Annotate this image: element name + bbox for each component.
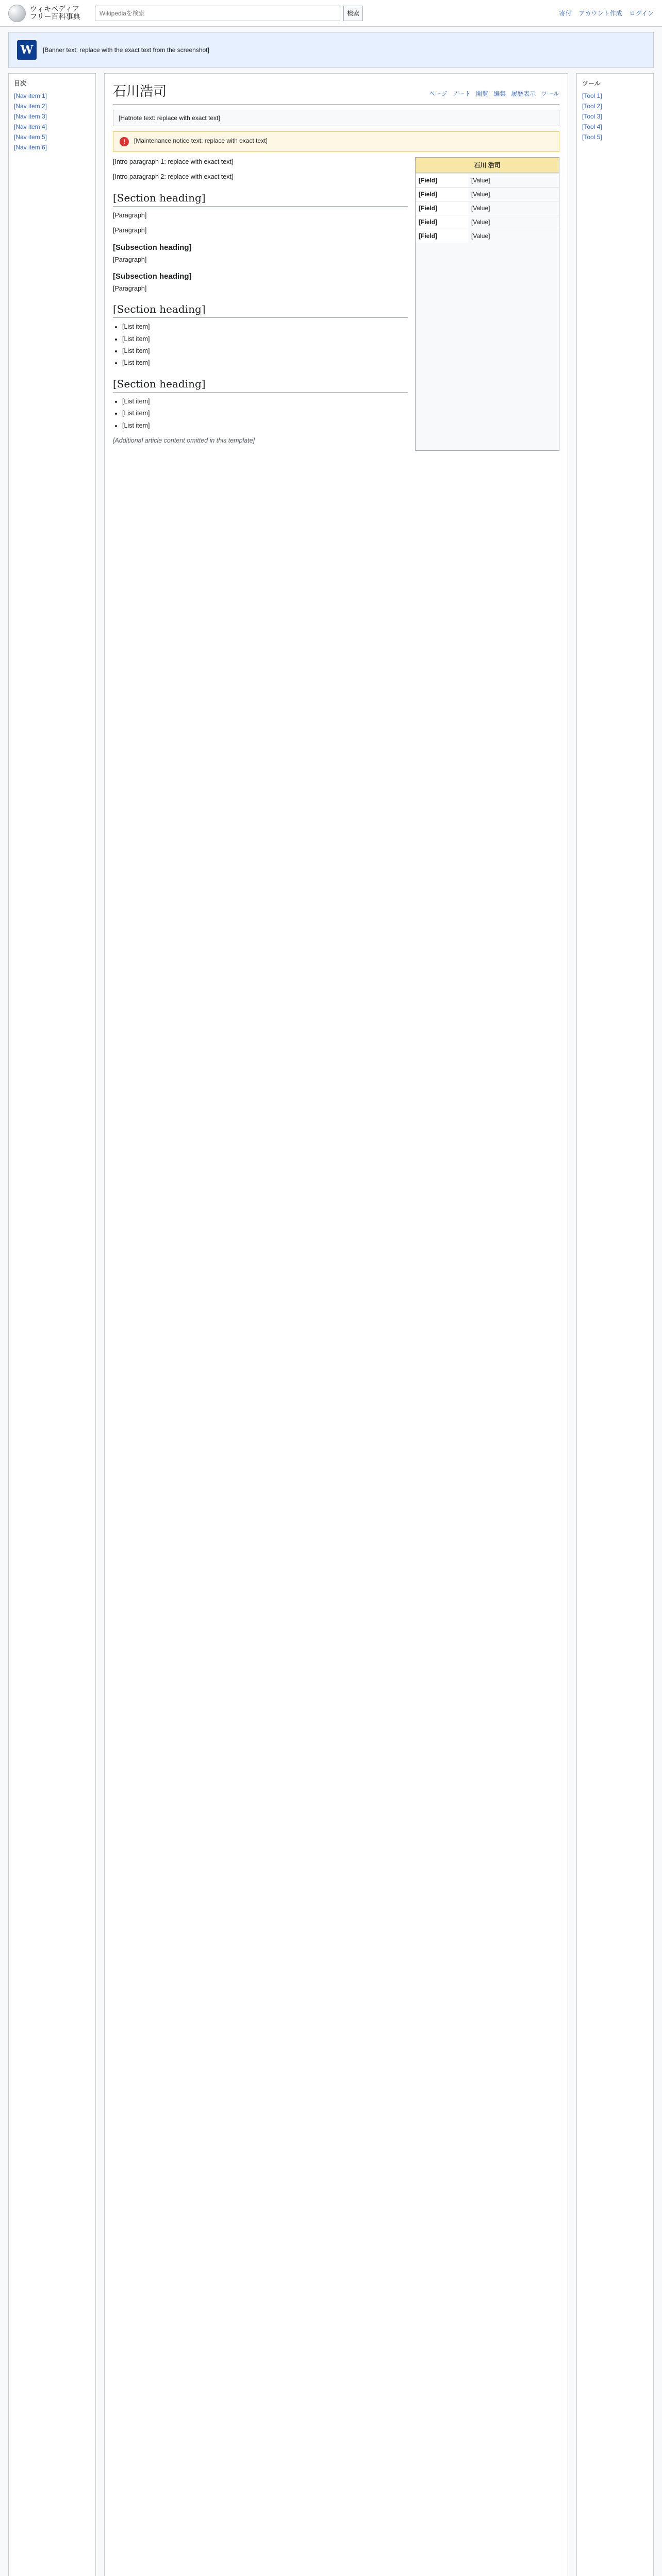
left-nav-heading: 目次 (14, 80, 27, 87)
section-heading: [Section heading] (113, 378, 408, 393)
article (104, 73, 568, 2576)
section-paragraph: [Paragraph] (113, 227, 147, 234)
subsection-heading: [Subsection heading] (113, 243, 192, 252)
left-nav-item[interactable]: [Nav item 5] (14, 133, 47, 141)
section-heading: [Section heading] (113, 192, 408, 207)
tools-item[interactable]: [Tool 1] (582, 92, 602, 99)
list-item: • [List item] (122, 334, 408, 344)
banner-logo-icon: W (17, 40, 37, 60)
search (95, 6, 363, 21)
tab-tools[interactable]: ツール (541, 90, 559, 97)
tab-history[interactable]: 履歴表示 (511, 90, 536, 97)
article-text (113, 157, 408, 451)
maintenance-notice (113, 131, 559, 152)
tools-item[interactable]: [Tool 3] (582, 113, 602, 120)
subsection-paragraph: [Paragraph] (113, 284, 147, 292)
left-nav-item[interactable]: [Nav item 4] (14, 123, 47, 130)
list-item: • [List item] (122, 421, 408, 431)
wikipedia-logo[interactable] (8, 4, 86, 23)
tab-edit[interactable]: 編集 (493, 90, 506, 97)
wordmark (30, 6, 80, 21)
left-nav-item[interactable]: [Nav item 3] (14, 113, 47, 120)
tools-item[interactable]: [Tool 2] (582, 103, 602, 110)
section-paragraph: [Paragraph] (113, 211, 147, 219)
infobox-key: [Field] (416, 188, 468, 201)
infobox-header: 石川 浩司 (416, 158, 559, 173)
top-bar (0, 0, 662, 27)
infobox-value: [Value] (468, 174, 559, 188)
infobox-key: [Field] (416, 201, 468, 215)
hatnote: [Hatnote text: replace with exact text] (113, 110, 559, 126)
left-nav (8, 73, 96, 2576)
user-link-login[interactable]: ログイン (629, 10, 654, 17)
list-item: • [List item] (122, 409, 408, 418)
infobox-table (416, 173, 559, 243)
wordmark-line1: ウィキペディア (30, 5, 80, 13)
infobox-value: [Value] (468, 215, 559, 229)
list-item: • [List item] (122, 346, 408, 356)
list-item: • [List item] (122, 322, 408, 332)
list-item: • [List item] (122, 358, 408, 368)
user-links (559, 9, 654, 18)
intro-paragraph: [Intro paragraph 1: replace with exact text] (113, 158, 234, 165)
list-item: • [List item] (122, 397, 408, 406)
left-nav-item[interactable]: [Nav item 2] (14, 103, 47, 110)
infobox-row (416, 229, 559, 243)
warning-icon: ! (120, 137, 129, 146)
content-placeholder: [Additional article content omitted in this template] (113, 436, 255, 444)
search-button[interactable]: 検索 (343, 6, 363, 21)
infobox-key: [Field] (416, 229, 468, 243)
infobox-key: [Field] (416, 174, 468, 188)
layout (0, 68, 662, 2576)
tab-read[interactable]: 閲覧 (476, 90, 489, 97)
infobox-row (416, 215, 559, 229)
maintenance-notice-text: [Maintenance notice text: replace with exact text] (134, 137, 268, 144)
right-tools (576, 73, 654, 2576)
infobox-row (416, 174, 559, 188)
infobox-key: [Field] (416, 215, 468, 229)
user-link-create-account[interactable]: アカウント作成 (578, 10, 622, 17)
article-titlebar (113, 81, 559, 105)
infobox-row (416, 201, 559, 215)
left-nav-item[interactable]: [Nav item 6] (14, 144, 47, 151)
page-title: 石川浩司 (113, 84, 167, 99)
banner-text: [Banner text: replace with the exact text from the screenshot] (43, 46, 209, 54)
subsection-paragraph: [Paragraph] (113, 256, 147, 263)
tab-talk[interactable]: ノート (452, 90, 471, 97)
left-nav-item[interactable]: [Nav item 1] (14, 92, 47, 99)
right-tools-heading: ツール (582, 80, 601, 87)
site-banner (8, 32, 654, 68)
wordmark-line2: フリー百科事典 (30, 12, 80, 21)
globe-icon (8, 5, 26, 22)
section-heading: [Section heading] (113, 303, 408, 318)
article-body (113, 157, 559, 451)
infobox-value: [Value] (468, 229, 559, 243)
tools-item[interactable]: [Tool 5] (582, 133, 602, 141)
tools-item[interactable]: [Tool 4] (582, 123, 602, 130)
tab-article[interactable]: ページ (428, 90, 448, 97)
infobox-value: [Value] (468, 188, 559, 201)
user-link-donate[interactable]: 寄付 (559, 10, 572, 17)
infobox (415, 157, 559, 451)
infobox-row (416, 188, 559, 201)
intro-paragraph: [Intro paragraph 2: replace with exact text] (113, 173, 234, 181)
bullet-list (122, 322, 408, 368)
search-input[interactable] (95, 6, 340, 21)
subsection-heading: [Subsection heading] (113, 272, 192, 281)
page-tabs (429, 89, 559, 98)
bullet-list (122, 397, 408, 431)
infobox-value: [Value] (468, 201, 559, 215)
